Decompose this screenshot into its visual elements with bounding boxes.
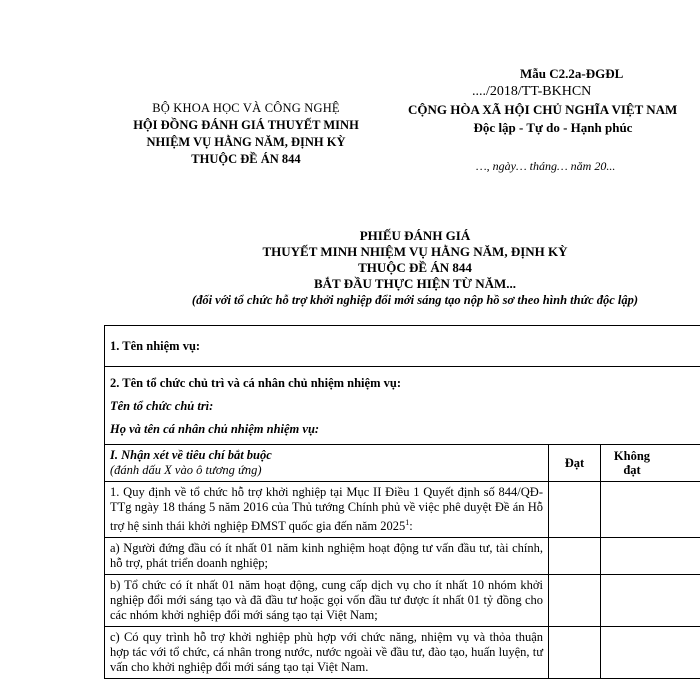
form-code: Mẫu C2.2a-ĐGĐL (520, 66, 624, 81)
table-row (105, 326, 700, 367)
org-section (105, 367, 700, 445)
issuer-block (118, 100, 374, 168)
criterion-c: c) Có quy trình hỗ trợ khởi nghiệp phù hợp với chức năng, nhiệm vụ và thỏa thuận hợp tác với tổ chức, cá nhân trong nước, nước ngoài về đầu tư, đào tạo, huấn luyện, tư vấn cho khởi nghiệp đổi mới sáng tạo tại Việt Nam. (105, 627, 549, 679)
national-motto: Độc lập - Tự do - Hạnh phúc (473, 120, 633, 135)
table-row (105, 445, 700, 482)
title-line-1: PHIẾU ĐÁNH GIÁ (359, 228, 471, 243)
fail-checkbox[interactable] (601, 538, 700, 575)
criterion-a: a) Người đứng đầu có ít nhất 01 năm kinh nghiệm hoạt động tư vấn đầu tư, tài chính, hỗ trợ, phát triển doanh nghiệp; (105, 538, 549, 575)
criterion-b: b) Tổ chức có ít nhất 01 năm hoạt động, cung cấp dịch vụ cho ít nhất 10 nhóm khởi nghiệp đổi mới sáng tạo và đã đầu tư hoặc gọi vốn đầu tư được ít nhất 01 tỷ đồng cho các nhóm khởi nghiệp đổi mới sáng tạo tại Việt Nam; (105, 575, 549, 627)
person-name-field[interactable]: Họ và tên cá nhân chủ nhiệm nhiệm vụ: (110, 422, 320, 436)
criteria-heading: I. Nhận xét về tiêu chí bắt buộc (110, 448, 272, 462)
pass-checkbox[interactable] (549, 538, 601, 575)
pass-checkbox[interactable] (549, 575, 601, 627)
council-line-3: THUỘC ĐỀ ÁN 844 (191, 152, 301, 166)
org-heading: 2. Tên tổ chức chủ trì và cá nhân chủ nhiệm nhiệm vụ: (110, 376, 401, 390)
date-line: …, ngày… tháng… năm 20... (476, 159, 616, 173)
criteria-header (105, 445, 549, 482)
footnote-marker: 1 (405, 518, 410, 527)
council-line-2: NHIỆM VỤ HẰNG NĂM, ĐỊNH KỲ (146, 135, 346, 149)
pass-checkbox[interactable] (549, 482, 601, 538)
fail-checkbox[interactable] (601, 627, 700, 679)
republic-name: CỘNG HÒA XÃ HỘI CHỦ NGHĨA VIỆT NAM (408, 102, 678, 117)
task-name-field[interactable]: 1. Tên nhiệm vụ: (105, 326, 700, 367)
table-row (105, 627, 700, 679)
evaluation-table (104, 325, 700, 679)
title-line-4: BẮT ĐẦU THỰC HIỆN TỪ NĂM... (313, 276, 516, 291)
fail-checkbox[interactable] (601, 482, 700, 538)
document-title (0, 228, 700, 308)
table-row (105, 367, 700, 445)
title-line-2: THUYẾT MINH NHIỆM VỤ HẰNG NĂM, ĐỊNH KỲ (262, 244, 568, 259)
title-subtitle: (đối với tổ chức hỗ trợ khởi nghiệp đổi mới sáng tạo nộp hồ sơ theo hình thức độc lập) (191, 293, 639, 307)
criterion-1: 1. Quy định về tổ chức hỗ trợ khởi nghiệp tại Mục II Điều 1 Quyết định số 844/QĐ-TTg ngày 18 tháng 5 năm 2016 của Thủ tướng Chính phủ về việc phê duyệt Đề án Hỗ trợ hệ sinh thái khởi nghiệp ĐMST quốc gia đến năm 2025$^1$: (105, 482, 549, 538)
table-row (105, 482, 700, 538)
ministry-name: BỘ KHOA HỌC VÀ CÔNG NGHỆ (152, 101, 340, 115)
pass-checkbox[interactable] (549, 627, 601, 679)
org-name-field[interactable]: Tên tổ chức chủ trì: (110, 399, 214, 413)
decision-number: ..../2018/TT-BKHCN (472, 84, 592, 99)
council-line-1: HỘI ĐỒNG ĐÁNH GIÁ THUYẾT MINH (133, 118, 359, 132)
criteria-note: (đánh dấu X vào ô tương ứng) (110, 463, 262, 477)
table-row (105, 575, 700, 627)
national-heading (408, 102, 698, 136)
table-row (105, 538, 700, 575)
fail-column-header: Không đạt (601, 445, 700, 482)
pass-column-header: Đạt (549, 445, 601, 482)
fail-checkbox[interactable] (601, 575, 700, 627)
title-line-3: THUỘC ĐỀ ÁN 844 (358, 260, 472, 275)
